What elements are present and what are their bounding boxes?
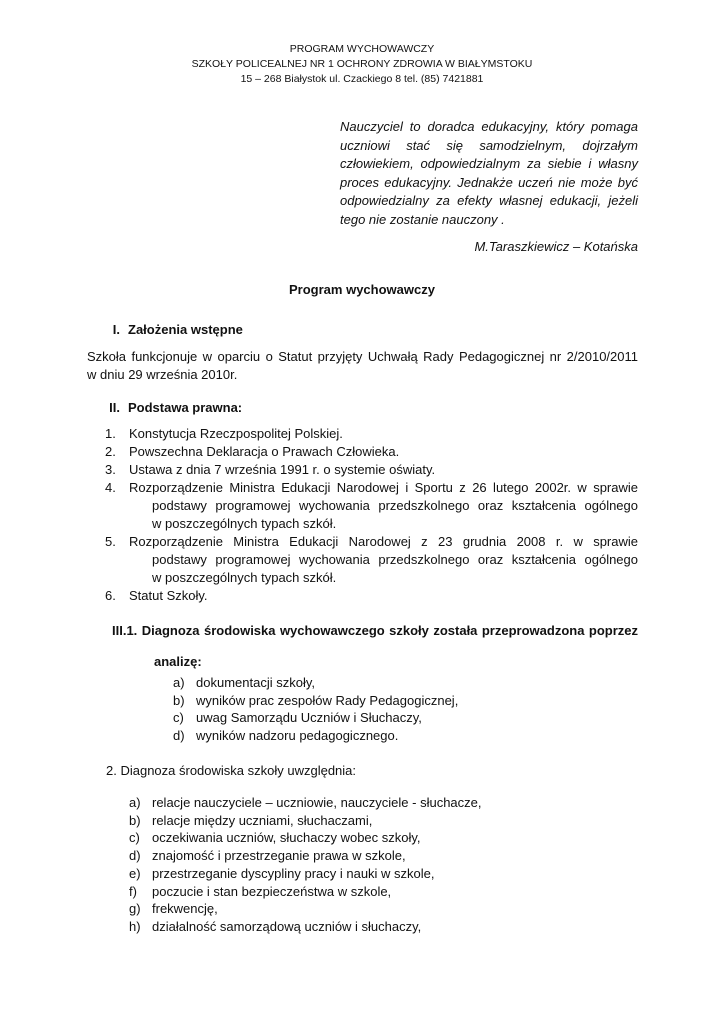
item-letter: h) [129,918,141,934]
item-letter: c) [129,830,140,846]
item-text: Rozporządzenie Ministra Edukacji Narodowej i Sportu z 26 lutego 2002r. w sprawie [129,480,638,495]
item-text: podstawy programowej wychowania przedszkolnego oraz kształcenia ogólnego [152,552,638,567]
list-item [129,900,482,918]
section-3-heading-line: analizę: [154,654,202,669]
item-letter: b) [129,812,141,828]
list-item [87,461,638,479]
section-1-heading [98,322,243,337]
section-1-paragraph [87,348,638,384]
item-number: 6. [105,588,116,603]
item-letter: a) [129,795,141,810]
item-text: Statut Szkoły. [129,588,208,603]
item-text: Powszechna Deklaracja o Prawach Człowieka. [129,444,400,459]
header-school-name: SZKOŁY POLICEALNEJ NR 1 OCHRONY ZDROWIA W BIAŁYMSTOKU [191,58,533,70]
quote-author: M.Taraszkiewicz – Kotańska [474,239,638,254]
item-text: wyników prac zespołów Rady Pedagogicznej, [196,692,459,708]
epigraph-quote [340,118,638,230]
item-letter: f) [129,883,137,899]
list-item [129,794,482,812]
quote-line: tego nie zostanie nauczony . [340,211,505,227]
header-title: PROGRAM WYCHOWAWCZY [289,43,435,55]
item-text: Konstytucja Rzeczpospolitej Polskiej. [129,426,343,441]
legal-basis-list [87,425,638,605]
item-letter: c) [173,710,184,726]
document-title: Program wychowawczy [289,282,435,297]
list-item [87,443,638,461]
quote-line: Nauczyciel to doradca edukacyjny, który pomaga [340,119,638,134]
list-item [173,727,458,745]
item-letter: g) [129,901,141,917]
list-item [87,587,638,605]
item-text: w poszczególnych typach szkół. [152,570,337,585]
item-text: w poszczególnych typach szkół. [152,516,337,531]
item-number: 5. [105,534,116,549]
item-text: oczekiwania uczniów, słuchaczy wobec szkoły, [152,830,421,846]
paragraph-line: Szkoła funkcjonuje w oparciu o Statut przyjęty Uchwałą Rady Pedagogicznej nr 2/2010/2011 [87,349,638,364]
item-number: 1. [105,426,116,441]
item-text: poczucie i stan bezpieczeństwa w szkole, [152,883,392,899]
section-number: I. [112,322,120,337]
item-text: znajomość i przestrzeganie prawa w szkole, [152,848,406,864]
item-text: działalność samorządową uczniów i słuchaczy, [152,918,422,934]
item-text: relacje między uczniami, słuchaczami, [152,812,373,828]
list-item [129,918,482,936]
list-item [173,692,458,710]
list-item [129,812,482,830]
item-number: 3. [105,462,116,477]
paragraph-line: w dniu 29 września 2010r. [87,367,238,382]
diagnosis-scope-list [129,794,482,936]
list-item [173,709,458,727]
list-item [87,533,638,587]
item-text: dokumentacji szkoły, [196,675,315,690]
quote-line: odpowiedzialny za efekty własnej edukacji, jeżeli [340,193,638,209]
list-item [173,674,458,692]
item-letter: a) [173,675,185,690]
item-text: uwag Samorządu Uczniów i Słuchaczy, [196,710,422,726]
item-text: Ustawa z dnia 7 września 1991 r. o systemie oświaty. [129,462,436,477]
item-letter: b) [173,692,185,708]
list-item [129,883,482,901]
analysis-list [173,674,458,745]
section-3-heading [112,622,638,671]
section-3-heading-line: III.1. Diagnoza środowiska wychowawczego szkoły została przeprowadzona poprzez [112,623,638,638]
list-item [87,425,638,443]
list-item [129,865,482,883]
item-letter: d) [173,728,185,744]
item-text: Rozporządzenie Ministra Edukacji Narodowej z 23 grudnia 2008 r. w sprawie [129,534,638,549]
section-3-2-heading: 2. Diagnoza środowiska szkoły uwzględnia: [106,763,357,778]
item-text: wyników nadzoru pedagogicznego. [196,728,399,744]
list-item [129,847,482,865]
item-text: przestrzeganie dyscypliny pracy i nauki w szkole, [152,865,435,881]
item-text: relacje nauczyciele – uczniowie, nauczyciele - słuchacze, [152,795,482,810]
list-item [129,829,482,847]
quote-line: uczniowi stać się samodzielnym, dojrzałym [340,137,638,153]
header-address: 15 – 268 Białystok ul. Czackiego 8 tel. (85) 7421881 [240,73,484,85]
item-text: podstawy programowej wychowania przedszkolnego oraz kształcenia ogólnego [152,498,638,513]
section-number: II. [109,400,120,415]
item-number: 4. [105,480,116,495]
quote-line: człowiekiem, odpowiedzialnym za siebie i własny [340,156,638,172]
item-text: frekwencję, [152,901,218,917]
item-letter: d) [129,848,141,864]
section-title: Podstawa prawna: [128,400,243,415]
list-item [87,479,638,533]
item-letter: e) [129,865,141,881]
quote-line: proces edukacyjny. Jednakże uczeń nie może być [340,174,638,190]
section-title: Założenia wstępne [128,322,243,337]
section-2-heading [98,400,242,415]
item-number: 2. [105,444,116,459]
